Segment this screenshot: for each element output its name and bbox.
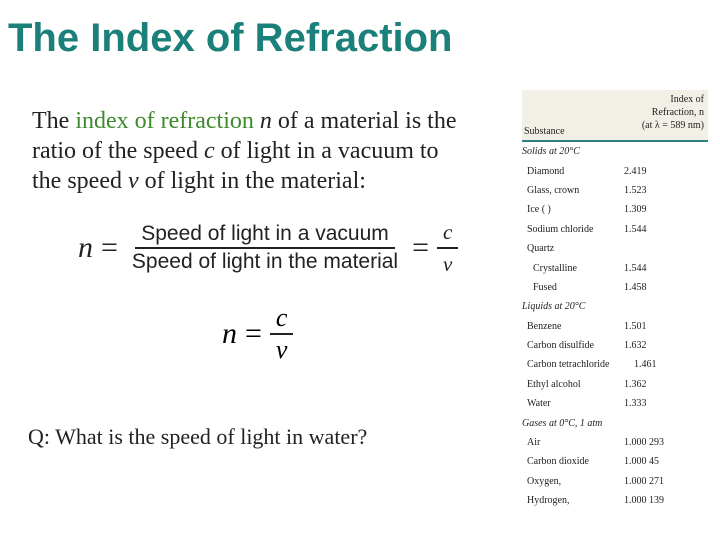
index-value: 1.000 45	[624, 456, 659, 468]
table-row	[522, 239, 708, 258]
short-equation-n: n	[222, 317, 237, 350]
table-row	[522, 375, 708, 394]
section-label: Liquids at 20°C	[522, 301, 586, 313]
index-value: 2.419	[624, 165, 647, 177]
symbol-n: n	[259, 108, 272, 134]
table-row	[522, 161, 708, 180]
table-row	[522, 433, 708, 452]
table-row	[522, 336, 708, 355]
header-index-line2: Refraction, n	[651, 107, 704, 118]
index-value: 1.458	[624, 281, 647, 293]
short-equals-sign: =	[245, 317, 262, 350]
c-over-v-fraction	[437, 218, 458, 278]
fraction-c: c	[437, 218, 458, 249]
table-row	[522, 220, 708, 239]
fraction-numerator: Speed of light in a vacuum	[135, 222, 395, 249]
table-section-row	[522, 297, 708, 316]
index-of-refraction-term: index of refraction	[75, 108, 254, 134]
table-section-row	[522, 413, 708, 432]
section-label: Gases at 0°C, 1 atm	[522, 417, 603, 429]
index-value: 1.461	[634, 359, 657, 371]
index-value: 1.501	[624, 320, 647, 332]
substance-name: Glass, crown	[527, 184, 580, 196]
substance-name: Crystalline	[533, 262, 577, 274]
table-section-row	[522, 142, 708, 161]
index-value: 1.523	[624, 184, 647, 196]
page-title: The Index of Refraction	[8, 16, 453, 60]
substance-name: Fused	[533, 281, 557, 293]
substance-name: Air	[527, 437, 541, 449]
index-value: 1.632	[624, 340, 647, 352]
index-value: 1.000 271	[624, 475, 664, 487]
definition-equation	[78, 218, 458, 278]
header-index-line1: Index of	[670, 94, 704, 105]
table-row	[522, 491, 708, 510]
symbol-c: c	[203, 138, 215, 164]
table-header	[522, 90, 708, 142]
table-row	[522, 258, 708, 277]
table-row	[522, 200, 708, 219]
short-fraction-c: c	[270, 304, 294, 335]
substance-name: Sodium chloride	[527, 223, 594, 235]
section-label: Solids at 20°C	[522, 146, 580, 158]
intro-text-4: of light in a vacuum to the speed	[32, 138, 439, 194]
header-index-line3: (at λ = 589 nm)	[641, 120, 704, 131]
substance-name: Quartz	[527, 243, 555, 255]
header-index	[618, 93, 704, 132]
table-row	[522, 355, 708, 374]
substance-name: Carbon disulfide	[527, 340, 594, 352]
table-row	[522, 278, 708, 297]
index-value: 1.333	[624, 398, 647, 410]
substance-name: Ice ( )	[527, 204, 551, 216]
table-row	[522, 394, 708, 413]
equals-sign: =	[101, 231, 118, 264]
fraction-v: v	[443, 252, 453, 276]
table-row	[522, 181, 708, 200]
index-value: 1.309	[624, 204, 647, 216]
index-value: 1.000 139	[624, 495, 664, 507]
substance-name: Oxygen,	[527, 475, 562, 487]
intro-text-3: of a material is the ratio of the speed	[32, 108, 457, 164]
substance-name: Carbon tetrachloride	[527, 359, 610, 371]
refraction-index-table	[522, 90, 708, 510]
substance-name: Ethyl alcohol	[527, 378, 581, 390]
intro-text-1: The	[32, 108, 76, 134]
short-c-over-v-fraction	[270, 304, 294, 364]
speed-ratio-fraction	[126, 222, 404, 274]
question-text: Q: What is the speed of light in water?	[28, 424, 368, 449]
intro-paragraph	[32, 106, 472, 196]
intro-text-5: of light in the material:	[138, 168, 366, 194]
substance-name: Carbon dioxide	[527, 456, 589, 468]
substance-name: Diamond	[527, 165, 565, 177]
table-row	[522, 472, 708, 491]
table-body	[522, 142, 708, 510]
table-row	[522, 317, 708, 336]
equals-sign-2: =	[412, 231, 430, 264]
short-equation	[222, 304, 293, 364]
index-value: 1.544	[624, 262, 647, 274]
short-fraction-v: v	[275, 335, 288, 364]
symbol-v: v	[127, 168, 139, 194]
header-substance: Substance	[524, 126, 565, 137]
substance-name: Water	[527, 398, 551, 410]
substance-name: Benzene	[527, 320, 562, 332]
index-value: 1.000 293	[624, 437, 664, 449]
index-value: 1.544	[624, 223, 647, 235]
equation-lhs-n: n	[78, 231, 93, 264]
table-row	[522, 452, 708, 471]
substance-name: Hydrogen,	[527, 495, 570, 507]
fraction-denominator: Speed of light in the material	[131, 250, 399, 273]
index-value: 1.362	[624, 378, 647, 390]
